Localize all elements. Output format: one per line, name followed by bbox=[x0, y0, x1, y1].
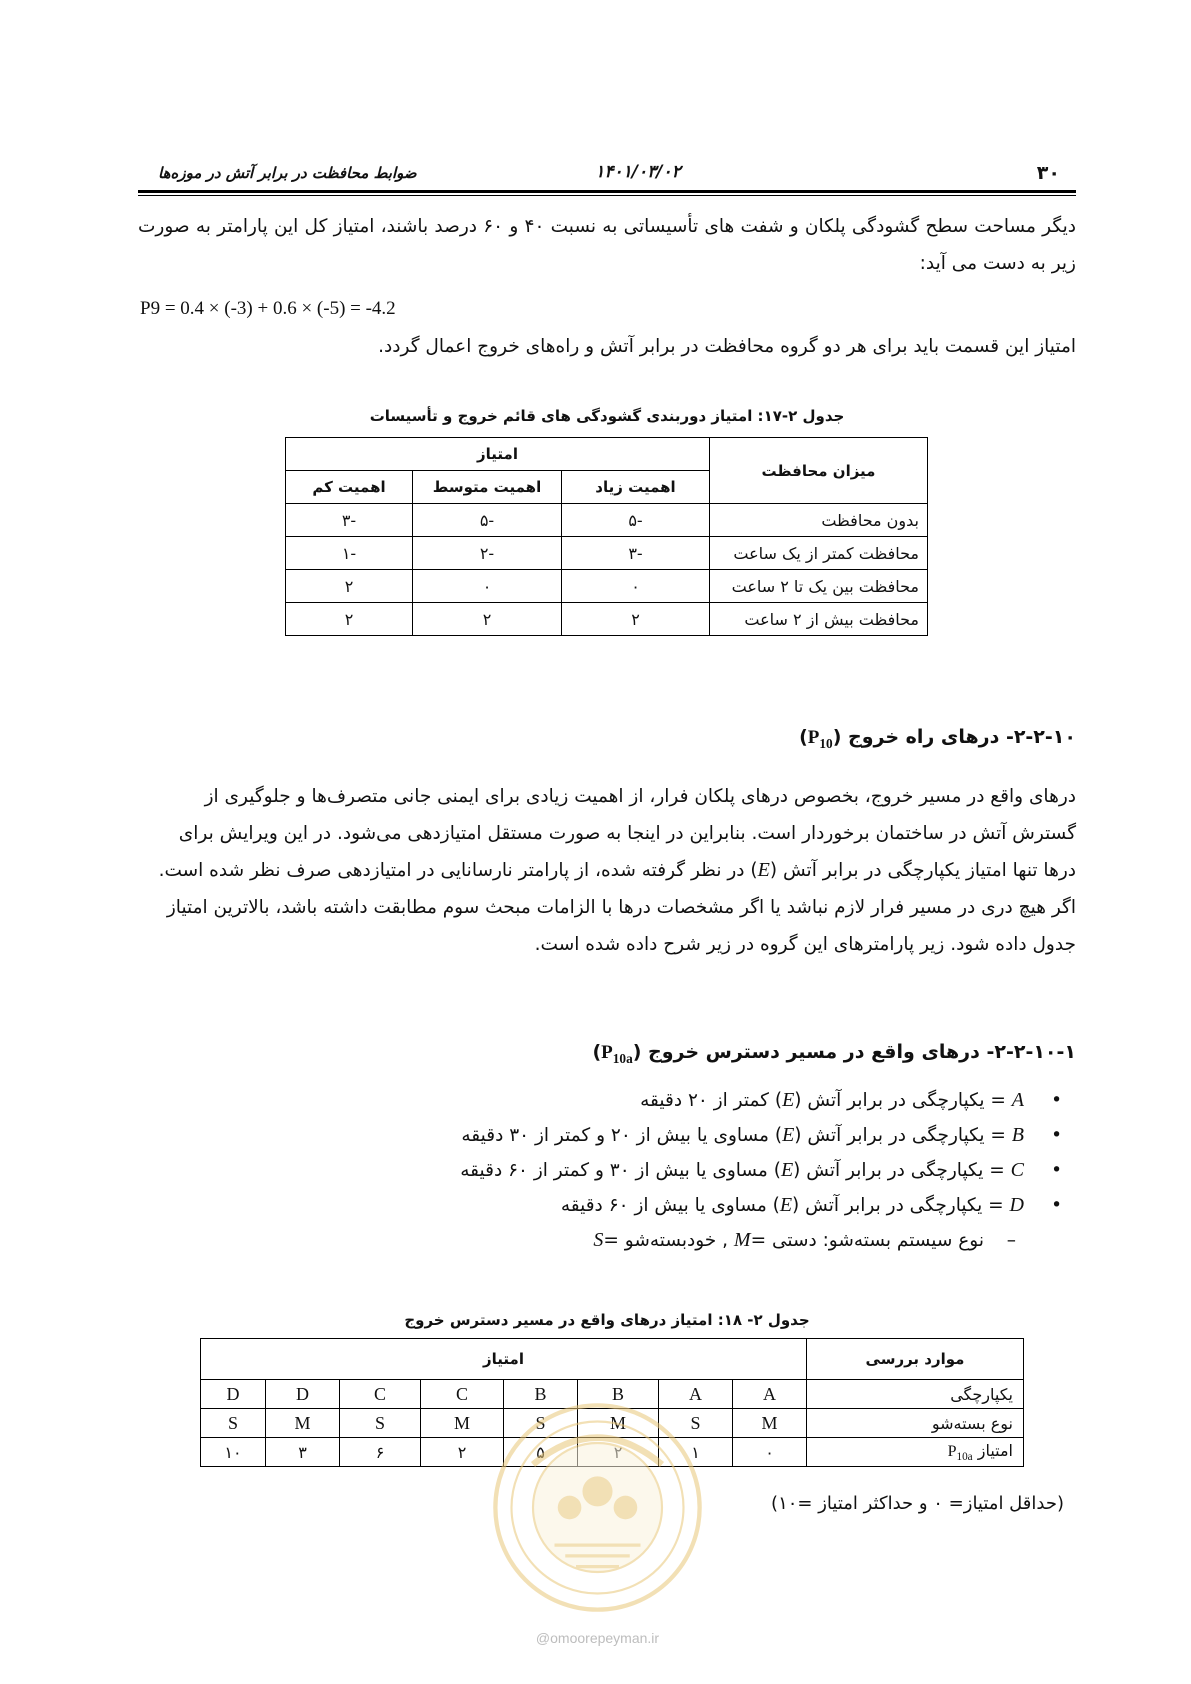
bullet-text-b: ) مساوی یا بیش از ۲۰ و کمتر از ۳۰ دقیقه bbox=[461, 1125, 783, 1146]
cell-high: ۰ bbox=[562, 570, 710, 603]
bullet-e: E bbox=[780, 1159, 794, 1181]
table1-col-medium: اهمیت متوسط bbox=[413, 471, 562, 504]
cell-low: ۲ bbox=[286, 603, 413, 636]
section10a-heading-end: ) bbox=[592, 1041, 602, 1063]
section10a-heading-sub: 10a bbox=[612, 1050, 633, 1066]
section10a-heading-p: P bbox=[601, 1042, 613, 1063]
cell-low: -۳ bbox=[286, 504, 413, 537]
bullet-e: E bbox=[782, 1089, 795, 1111]
intro-paragraph-2: امتیاز این قسمت باید برای هر دو گروه محافظت در برابر آتش و راه‌های خروج اعمال گردد. bbox=[378, 336, 1076, 357]
cell-integrity: A bbox=[659, 1380, 733, 1409]
cell-medium: -۵ bbox=[413, 504, 562, 537]
cell-score: ۶ bbox=[340, 1438, 421, 1467]
cell-integrity: C bbox=[340, 1380, 421, 1409]
cell-medium: -۲ bbox=[413, 537, 562, 570]
header-date: ۱۴۰۱/۰۳/۰۲ bbox=[595, 162, 681, 182]
section10-heading-text: ۲-۲-۱۰- درهای راه خروج ( bbox=[832, 726, 1076, 748]
intro-paragraph: دیگر مساحت سطح گشودگی پلکان و شفت های تأسیساتی به نسبت ۴۰ و ۶۰ درصد باشند، امتیاز کل این پارامتر به صورت زیر به دست می آید: bbox=[138, 216, 1076, 274]
table1-caption: جدول ۲-۱۷: امتیاز دوربندی گشودگی های قائم خروج و تأسیسات bbox=[369, 407, 845, 425]
cell-medium: ۲ bbox=[413, 603, 562, 636]
table1-header-protection: میزان محافظت bbox=[710, 438, 928, 504]
watermark-seal-icon bbox=[490, 1400, 705, 1615]
cell-integrity: D bbox=[201, 1380, 266, 1409]
list-item bbox=[146, 1083, 1076, 1118]
list-item bbox=[146, 1223, 1076, 1258]
row-score-sub: 10a bbox=[956, 1451, 973, 1464]
page-number: ۳۰ bbox=[1036, 162, 1060, 184]
table1-header-score: امتیاز bbox=[286, 438, 710, 471]
cell-low: -۱ bbox=[286, 537, 413, 570]
cell-high: ۲ bbox=[562, 603, 710, 636]
bullet-icon: • bbox=[1051, 1125, 1062, 1146]
bullet-letter: D bbox=[1009, 1194, 1024, 1216]
bullet-letter: C bbox=[1010, 1159, 1024, 1181]
bullet-letter: A bbox=[1011, 1089, 1024, 1111]
cell-closer: S bbox=[340, 1409, 421, 1438]
section10-line3-part-b: ) در نظر گرفته شده، از پارامتر نارسانایی در امتیازدهی صرف نظر شده است. bbox=[158, 860, 758, 881]
cell-integrity: A bbox=[733, 1380, 807, 1409]
row-label: بدون محافظت bbox=[710, 504, 928, 537]
dash-m: M bbox=[733, 1229, 751, 1251]
section10-line: جدول داده شود. زیر پارامترهای این گروه در زیر شرح داده شده است. bbox=[534, 934, 1076, 955]
table-row bbox=[286, 537, 928, 570]
dash-s: S bbox=[593, 1229, 604, 1251]
row-label bbox=[807, 1438, 1024, 1467]
cell-high: -۵ bbox=[562, 504, 710, 537]
section10-line: اگر هیچ دری در مسیر فرار لازم نباشد یا اگر مشخصات درها با الزامات مبحث سوم مطابقت داشته باشد، بالاترین امتیاز bbox=[166, 897, 1076, 918]
score-note: (حداقل امتیاز= ۰ و حداکثر امتیاز =۱۰) bbox=[771, 1493, 1064, 1514]
table-vertical-openings bbox=[285, 437, 928, 636]
row-score-label: امتیاز bbox=[972, 1440, 1013, 1460]
cell-score: ۰ bbox=[733, 1438, 807, 1467]
table2-header-items: موارد بررسی bbox=[807, 1339, 1024, 1380]
section10-heading bbox=[799, 726, 1076, 752]
bullet-e: E bbox=[779, 1194, 793, 1216]
section10-line: درهای واقع در مسیر خروج، بخصوص درهای پلکان فرار، از اهمیت زیادی برای ایمنی جانی متصرف‌ها و جلوگیری از bbox=[204, 786, 1076, 807]
section10-heading-p: P bbox=[807, 727, 820, 748]
cell-score: ۳ bbox=[266, 1438, 340, 1467]
section10-heading-end: ) bbox=[799, 726, 808, 748]
row-label: یکپارچگی bbox=[807, 1380, 1024, 1409]
cell-closer: M bbox=[266, 1409, 340, 1438]
cell-integrity: C bbox=[421, 1380, 504, 1409]
cell-low: ۲ bbox=[286, 570, 413, 603]
bullet-text-a: = یکپارچگی در برابر آتش ( bbox=[793, 1160, 1011, 1181]
row-label: محافظت کمتر از یک ساعت bbox=[710, 537, 928, 570]
cell-score: ۲ bbox=[421, 1438, 504, 1467]
table1-col-high: اهمیت زیاد bbox=[562, 471, 710, 504]
table2-header-score: امتیاز bbox=[201, 1339, 807, 1380]
cell-score: ۱ bbox=[659, 1438, 733, 1467]
cell-high: -۳ bbox=[562, 537, 710, 570]
cell-integrity: B bbox=[504, 1380, 578, 1409]
cell-closer: M bbox=[733, 1409, 807, 1438]
bullet-icon: • bbox=[1051, 1090, 1062, 1111]
table2-caption: جدول ۲- ۱۸: امتیاز درهای واقع در مسیر دسترس خروج bbox=[404, 1311, 810, 1329]
bullet-text-b: ) مساوی یا بیش از ۶۰ دقیقه bbox=[560, 1195, 780, 1216]
bullet-text-a: = یکپارچگی در برابر آتش ( bbox=[792, 1195, 1010, 1216]
cell-score: ۱۰ bbox=[201, 1438, 266, 1467]
table-row bbox=[286, 504, 928, 537]
bullet-text-a: = یکپارچگی در برابر آتش ( bbox=[794, 1090, 1012, 1111]
dash-icon: – bbox=[1006, 1230, 1016, 1251]
section10-line3-e: E bbox=[757, 859, 770, 881]
formula-p9: P9 = 0.4 × (-3) + 0.6 × (-5) = -4.2 bbox=[140, 298, 396, 319]
section10-line3-part-a: درها تنها امتیاز یکپارچگی در برابر آتش ( bbox=[769, 860, 1076, 881]
row-score-p: P bbox=[947, 1442, 957, 1460]
cell-integrity: D bbox=[266, 1380, 340, 1409]
header-title: ضوابط محافظت در برابر آتش در موزه‌ها bbox=[158, 164, 417, 182]
page-header bbox=[138, 162, 1076, 192]
section10-line bbox=[138, 852, 1076, 889]
cell-closer: S bbox=[201, 1409, 266, 1438]
list-item bbox=[146, 1118, 1076, 1153]
list-item bbox=[146, 1188, 1076, 1223]
section10a-heading-text: ۲-۲-۱۰-۱- درهای واقع در مسیر دسترس خروج ( bbox=[632, 1041, 1076, 1063]
list-item bbox=[146, 1153, 1076, 1188]
cell-closer: M bbox=[578, 1409, 659, 1438]
section10a-heading bbox=[592, 1041, 1076, 1067]
cell-closer: S bbox=[504, 1409, 578, 1438]
cell-medium: ۰ bbox=[413, 570, 562, 603]
bullet-text-b: ) مساوی یا بیش از ۳۰ و کمتر از ۶۰ دقیقه bbox=[460, 1160, 781, 1181]
table-row bbox=[286, 570, 928, 603]
table-row bbox=[286, 603, 928, 636]
bullet-icon: • bbox=[1051, 1160, 1062, 1181]
section10-body bbox=[138, 778, 1076, 963]
row-label: محافظت بیش از ۲ ساعت bbox=[710, 603, 928, 636]
cell-integrity: B bbox=[578, 1380, 659, 1409]
dash-text-b: , خودبسته‌شو = bbox=[603, 1230, 734, 1251]
bullet-letter: B bbox=[1011, 1124, 1024, 1146]
table1-col-low: اهمیت کم bbox=[286, 471, 413, 504]
row-label: نوع بسته‌شو bbox=[807, 1409, 1024, 1438]
cell-score: ۵ bbox=[504, 1438, 578, 1467]
header-rule-thin bbox=[138, 195, 1076, 196]
bullet-e: E bbox=[782, 1124, 795, 1146]
integrity-bullet-list bbox=[146, 1083, 1076, 1258]
row-label: محافظت بین یک تا ۲ ساعت bbox=[710, 570, 928, 603]
dash-text-a: نوع سیستم بسته‌شو: دستی = bbox=[750, 1230, 984, 1251]
bullet-text-b: ) کمتر از ۲۰ دقیقه bbox=[640, 1090, 783, 1111]
cell-closer: M bbox=[421, 1409, 504, 1438]
bullet-text-a: = یکپارچگی در برابر آتش ( bbox=[794, 1125, 1012, 1146]
cell-closer: S bbox=[659, 1409, 733, 1438]
header-rule-thick bbox=[138, 190, 1076, 193]
section10-heading-sub: 10 bbox=[819, 735, 833, 751]
watermark-site: @omoorepeyman.ir bbox=[535, 1630, 660, 1646]
bullet-icon: • bbox=[1051, 1195, 1062, 1216]
section10-line: گسترش آتش در ساختمان برخوردار است. بنابراین در اینجا به صورت مستقل امتیازدهی می‌شود. در این ویرایش برای bbox=[178, 823, 1076, 844]
